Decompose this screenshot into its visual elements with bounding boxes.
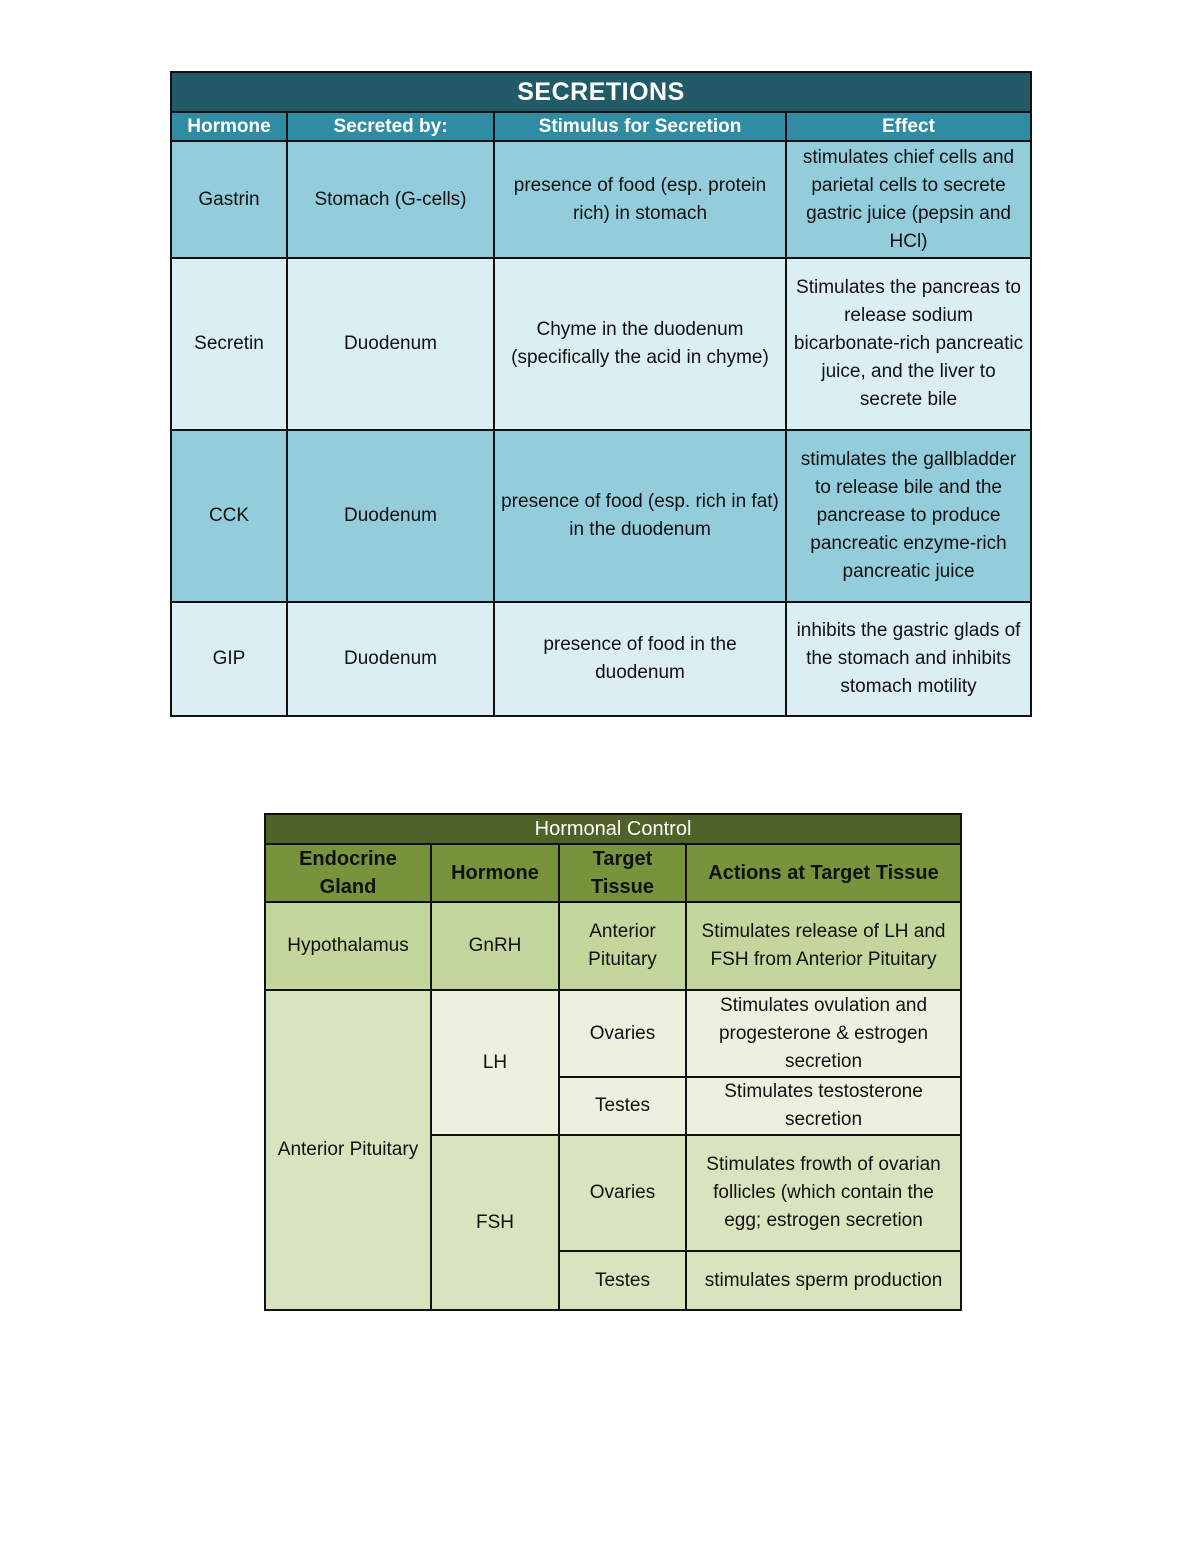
header-secreted-by: Secreted by: [287, 112, 494, 141]
secreted-by-cell: Stomach (G-cells) [287, 141, 494, 258]
table-row [171, 258, 1031, 430]
action-cell: Stimulates frowth of ovarian follicles (which contain the egg; estrogen secretion [686, 1135, 961, 1251]
secreted-by-cell: Duodenum [287, 602, 494, 716]
secreted-by-cell: Duodenum [287, 430, 494, 602]
hormonal-title: Hormonal Control [265, 814, 961, 844]
header-hormone: Hormone [171, 112, 287, 141]
action-cell: Stimulates testosterone secretion [686, 1077, 961, 1135]
table-row [171, 602, 1031, 716]
hormone-cell: GIP [171, 602, 287, 716]
hormonal-control-table [264, 813, 962, 1311]
target-cell: Ovaries [559, 990, 686, 1077]
header-hormone: Hormone [431, 844, 559, 902]
table-row [265, 902, 961, 990]
stimulus-cell: presence of food (esp. rich in fat) in the duodenum [494, 430, 786, 602]
effect-cell: Stimulates the pancreas to release sodium bicarbonate-rich pancreatic juice, and the liver to secrete bile [786, 258, 1031, 430]
effect-cell: stimulates chief cells and parietal cells to secrete gastric juice (pepsin and HCl) [786, 141, 1031, 258]
target-cell: Anterior Pituitary [559, 902, 686, 990]
action-cell: Stimulates release of LH and FSH from Anterior Pituitary [686, 902, 961, 990]
effect-cell: stimulates the gallbladder to release bile and the pancrease to produce pancreatic enzyme-rich pancreatic juice [786, 430, 1031, 602]
table-row [171, 141, 1031, 258]
secretions-table [170, 71, 1032, 717]
table-row [171, 430, 1031, 602]
target-cell: Testes [559, 1251, 686, 1310]
hormone-cell: Secretin [171, 258, 287, 430]
action-cell: Stimulates ovulation and progesterone & estrogen secretion [686, 990, 961, 1077]
target-cell: Ovaries [559, 1135, 686, 1251]
header-effect: Effect [786, 112, 1031, 141]
hormone-cell: GnRH [431, 902, 559, 990]
hormone-cell: FSH [431, 1135, 559, 1310]
header-target-tissue: Target Tissue [559, 844, 686, 902]
secretions-title: SECRETIONS [171, 72, 1031, 112]
hormone-cell: LH [431, 990, 559, 1135]
secreted-by-cell: Duodenum [287, 258, 494, 430]
stimulus-cell: presence of food in the duodenum [494, 602, 786, 716]
stimulus-cell: Chyme in the duodenum (specifically the acid in chyme) [494, 258, 786, 430]
target-cell: Testes [559, 1077, 686, 1135]
header-stimulus: Stimulus for Secretion [494, 112, 786, 141]
gland-cell: Hypothalamus [265, 902, 431, 990]
table-row [265, 990, 961, 1077]
header-actions: Actions at Target Tissue [686, 844, 961, 902]
hormone-cell: CCK [171, 430, 287, 602]
header-endocrine-gland: Endocrine Gland [265, 844, 431, 902]
action-cell: stimulates sperm production [686, 1251, 961, 1310]
effect-cell: inhibits the gastric glads of the stomach and inhibits stomach motility [786, 602, 1031, 716]
stimulus-cell: presence of food (esp. protein rich) in stomach [494, 141, 786, 258]
gland-cell: Anterior Pituitary [265, 990, 431, 1310]
hormone-cell: Gastrin [171, 141, 287, 258]
